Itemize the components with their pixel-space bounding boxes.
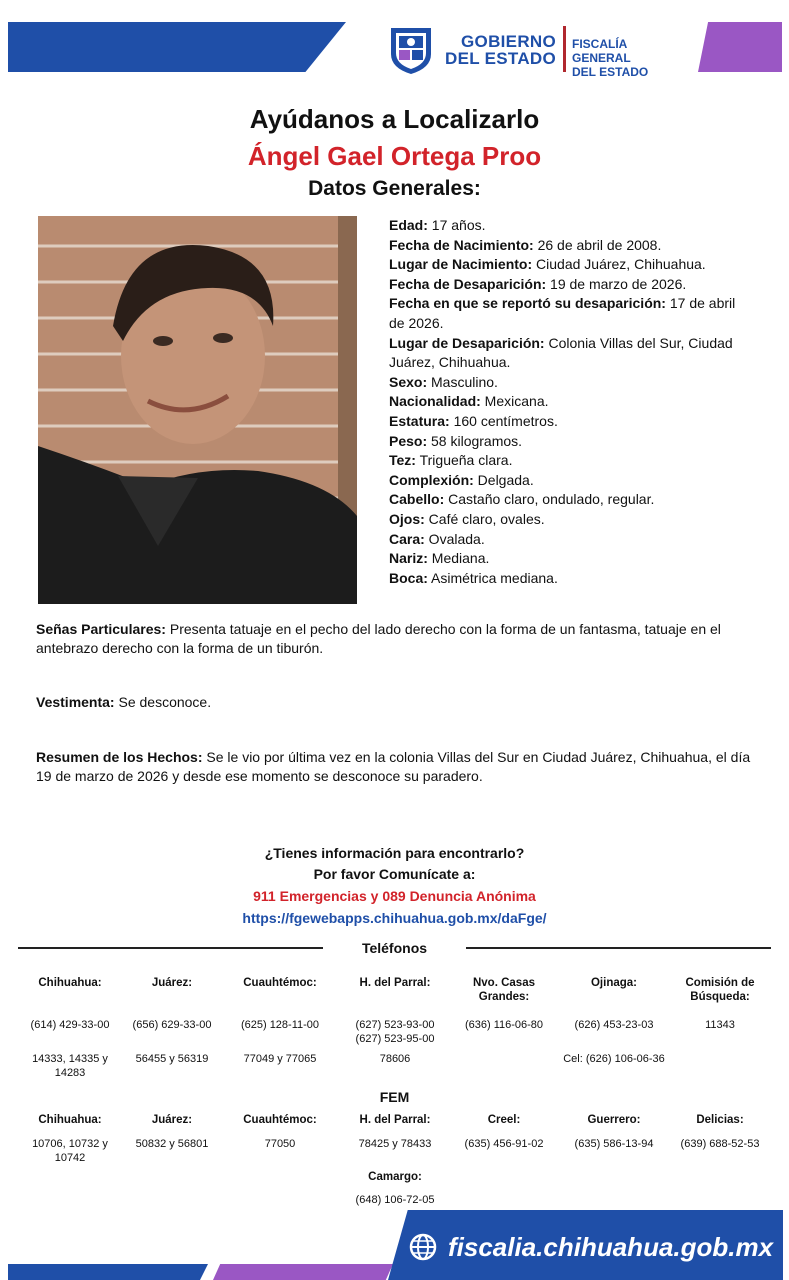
detail-label: Nacionalidad: (389, 393, 481, 410)
detail-label: Nariz: (389, 550, 428, 567)
table-header-cell: Delicias: (696, 1114, 744, 1126)
fisc-line1: FISCALÍA GENERAL (572, 37, 631, 65)
detail-label: Edad: (389, 217, 428, 233)
detail-row (389, 451, 749, 471)
detail-value: Mexicana. (480, 393, 549, 410)
general-data-list (389, 216, 749, 588)
person-name: Ángel Gael Ortega Proo (247, 141, 542, 171)
table-cell: (639) 688-52-53 (680, 1138, 760, 1150)
detail-row (389, 255, 749, 275)
detail-value: 17 de abril de 2026. (389, 295, 736, 331)
resumen-label: Resumen de los Hechos: (36, 749, 203, 765)
divider-right (466, 947, 771, 949)
detail-value: Delgada. (473, 471, 534, 488)
detail-label: Lugar de Desaparición: (389, 334, 545, 351)
detail-label: Estatura: (389, 412, 450, 429)
senas-value: Presenta tatuaje en el pecho del lado derecho con la forma de un fantasma, tatuaje en el antebrazo derecho con la forma de un tiburón. (36, 621, 721, 656)
detail-row (389, 216, 749, 236)
table-header-cell: Creel: (487, 1114, 521, 1126)
detail-row (389, 236, 749, 256)
vestimenta (36, 693, 751, 712)
table-cell: 77049 y 77065 (243, 1053, 317, 1065)
detail-label: Ojos: (389, 510, 425, 527)
page-title: Ayúdanos a Localizarlo (249, 104, 540, 134)
camargo-label: Camargo: (368, 1171, 422, 1183)
footer-website-link[interactable]: fiscalia.chihuahua.gob.mx (448, 1232, 774, 1262)
detail-row (389, 412, 749, 432)
detail-value: Mediana. (427, 550, 490, 567)
logo-separator (563, 26, 566, 72)
fisc-line2: DEL ESTADO (572, 65, 649, 79)
table-cell: Cel: (626) 106-06-36 (563, 1053, 665, 1065)
detail-row (389, 569, 749, 589)
detail-label: Complexión: (389, 471, 474, 488)
table-header-cell: Cuauhtémoc: (243, 1114, 317, 1126)
gob-line2: DEL ESTADO (445, 49, 556, 68)
table-cell: (656) 629-33-00 (132, 1019, 212, 1031)
senas-particulares (36, 620, 751, 658)
detail-row (389, 471, 749, 491)
table-cell: (625) 128-11-00 (240, 1019, 320, 1031)
table-header-cell: Guerrero: (587, 1114, 641, 1126)
table-header-cell: Ojinaga: (590, 977, 637, 989)
detail-row (389, 490, 749, 510)
detail-value: Colonia Villas del Sur, Ciudad Juárez, Chihuahua. (389, 334, 733, 371)
contact-please: Por favor Comunícate a: (313, 866, 476, 882)
header-band-right (698, 22, 782, 72)
table-cell: 50832 y 56801 (135, 1138, 209, 1150)
detail-label: Fecha de Nacimiento: (389, 236, 534, 253)
detail-value: Masculino. (427, 373, 498, 390)
table-header-cell: Comisión de Búsqueda: (685, 977, 755, 1003)
table-cell: 56455 y 56319 (135, 1053, 209, 1065)
detail-value: Asimétrica mediana. (427, 569, 558, 586)
vestimenta-label: Vestimenta: (36, 694, 115, 710)
footer-band-mid (213, 1264, 393, 1280)
table-cell: 78606 (379, 1053, 411, 1065)
detail-value: Ciudad Juárez, Chihuahua. (532, 256, 706, 273)
detail-label: Tez: (389, 452, 416, 469)
detail-row (389, 530, 749, 550)
emergency-numbers: 911 Emergencias y 089 Denuncia Anónima (253, 888, 536, 904)
detail-label: Fecha en que se reportó su desaparición: (389, 295, 666, 312)
detail-value: 26 de abril de 2008. (533, 236, 662, 253)
table-cell: (614) 429-33-00 (30, 1019, 110, 1031)
gobierno-logo-text (440, 33, 556, 67)
table-header-cell: Cuauhtémoc: (243, 977, 317, 989)
resumen-value: Se le vio por última vez en la colonia Villas del Sur en Ciudad Juárez, Chihuahua, el día 19 de marzo de 2026 y desde ese momento se desconoce su paradero. (36, 749, 751, 784)
table-cell: 11343 (705, 1019, 735, 1031)
person-photo (38, 216, 357, 604)
detail-label: Sexo: (389, 373, 428, 390)
table-header-cell: Juárez: (151, 977, 193, 989)
detail-row (389, 334, 749, 373)
detail-row (389, 275, 749, 295)
table-cell: 14333, 14335 y 14283 (32, 1053, 108, 1079)
table-header-cell: H. del Parral: (359, 1114, 431, 1126)
table-cell: 10706, 10732 y 10742 (32, 1138, 108, 1164)
fiscalia-logo-text (572, 37, 682, 79)
detail-value: 17 años. (427, 217, 486, 233)
detail-label: Cabello: (389, 491, 445, 508)
table-cell: (635) 586-13-94 (574, 1138, 654, 1150)
detail-row (389, 373, 749, 393)
detail-value: Café claro, ovales. (424, 510, 545, 527)
detail-value: 160 centímetros. (449, 412, 558, 429)
detail-value: Trigueña clara. (415, 452, 513, 469)
detail-value: Ovalada. (424, 530, 485, 547)
table-cell: (635) 456-91-02 (464, 1138, 544, 1150)
header-band-left (8, 22, 346, 72)
footer-band-left (8, 1264, 208, 1280)
contact-url-link[interactable]: https://fgewebapps.chihuahua.gob.mx/daFge/ (242, 910, 547, 926)
detail-label: Fecha de Desaparición: (389, 275, 547, 292)
detail-row (389, 392, 749, 412)
table-header-cell: Chihuahua: (38, 1114, 102, 1126)
detail-row (389, 294, 749, 333)
camargo-value: (648) 106-72-05 (355, 1194, 435, 1206)
table-header-cell: Nvo. Casas Grandes: (472, 977, 535, 1003)
detail-value: 58 kilogramos. (427, 432, 523, 449)
table-cell: 78425 y 78433 (358, 1138, 432, 1150)
detail-row (389, 549, 749, 569)
table-cell: (626) 453-23-03 (574, 1019, 654, 1031)
senas-label: Señas Particulares: (36, 621, 166, 637)
state-shield-icon (388, 24, 434, 76)
contact-question: ¿Tienes información para encontrarlo? (264, 845, 525, 861)
section-title: Datos Generales: (308, 177, 481, 200)
detail-label: Peso: (389, 432, 428, 449)
detail-label: Cara: (389, 530, 425, 547)
table-cell: (627) 523-93-00 (627) 523-95-00 (355, 1019, 435, 1045)
detail-value: Castaño claro, ondulado, regular. (444, 491, 655, 508)
fem-title: FEM (379, 1089, 410, 1105)
table-header-cell: Juárez: (151, 1114, 193, 1126)
table-cell: (636) 116-06-80 (464, 1019, 544, 1031)
gob-line1: GOBIERNO (461, 32, 556, 51)
table-header-cell: Chihuahua: (38, 977, 102, 989)
resumen-hechos (36, 748, 751, 786)
detail-label: Boca: (389, 569, 428, 586)
vestimenta-value: Se desconoce. (114, 694, 212, 710)
detail-row (389, 510, 749, 530)
telefonos-title: Teléfonos (361, 940, 428, 956)
detail-row (389, 432, 749, 452)
table-cell: 77050 (264, 1138, 296, 1150)
globe-icon (408, 1232, 438, 1262)
detail-value: 19 de marzo de 2026. (546, 275, 687, 292)
table-header-cell: H. del Parral: (359, 977, 431, 989)
detail-label: Lugar de Nacimiento: (389, 256, 533, 273)
